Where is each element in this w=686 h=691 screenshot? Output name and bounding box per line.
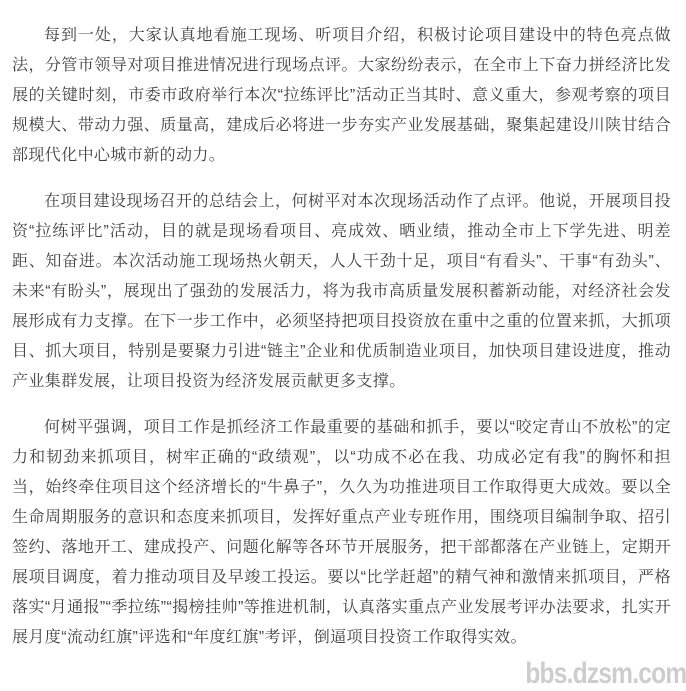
site-watermark: bbs.dzsm.com xyxy=(524,657,686,690)
article-paragraph-1: 每到一处，大家认真地看施工现场、听项目介绍，积极讨论项目建设中的特色亮点做法，分管市领导对项目推进情况进行现场点评。大家纷纷表示，在全市上下奋力拼经济比发展的关键时刻，市委市政府举行本次“拉练评比”活动正当其时、意义重大，参观考察的项目规模大、带动力强、质量高，建成后必将进一步夯实产业发展基础，聚集起建设川陕甘结合部现代化中心城市新的动力。 xyxy=(12,27,671,164)
article-paragraph-3: 何树平强调，项目工作是抓经济工作最重要的基础和抓手，要以“咬定青山不放松”的定力和韧劲来抓项目，树牢正确的“政绩观”，以“功成不必在我、功成必定有我”的胸怀和担当，始终牵住项目这个经济增长的“牛鼻子”，久久为功推进项目工作取得更大成效。要以全生命周期服务的意识和态度来抓项目，发挥好重点产业专班作用，围绕项目编制争取、招引签约、落地开工、建成投产、问题化解等各环节开展服务，把干部都落在产业链上，定期开展项目调度，着力推动项目及早竣工投运。要以“比学赶超”的精气神和激情来抓项目，严格落实“月通报”“季拉练”“揭榜挂帅”等推进机制，认真落实重点产业发展考评办法要求，扎实开展月度“流动红旗”评选和“年度红旗”考评，倒逼项目投资工作取得实效。 xyxy=(12,419,671,646)
article-paragraph-2: 在项目建设现场召开的总结会上，何树平对本次现场活动作了点评。他说，开展项目投资“拉练评比”活动，目的就是现场看项目、亮成效、晒业绩，推动全市上下学先进、明差距、知奋进。本次活动施工现场热火朝天，人人干劲十足，项目“有看头”、干事“有劲头”、未来“有盼头”，展现出了强劲的发展活力，将为我市高质量发展积蓄新动能，对经济社会发展形成有力支撑。在下一步工作中，必须坚持把项目投资放在重中之重的位置来抓，大抓项目、抓大项目，特别是要聚力引进“链主”企业和优质制造业项目，加快项目建设进度，推动产业集群发展，让项目投资为经济发展贡献更多支撑。 xyxy=(12,193,671,390)
